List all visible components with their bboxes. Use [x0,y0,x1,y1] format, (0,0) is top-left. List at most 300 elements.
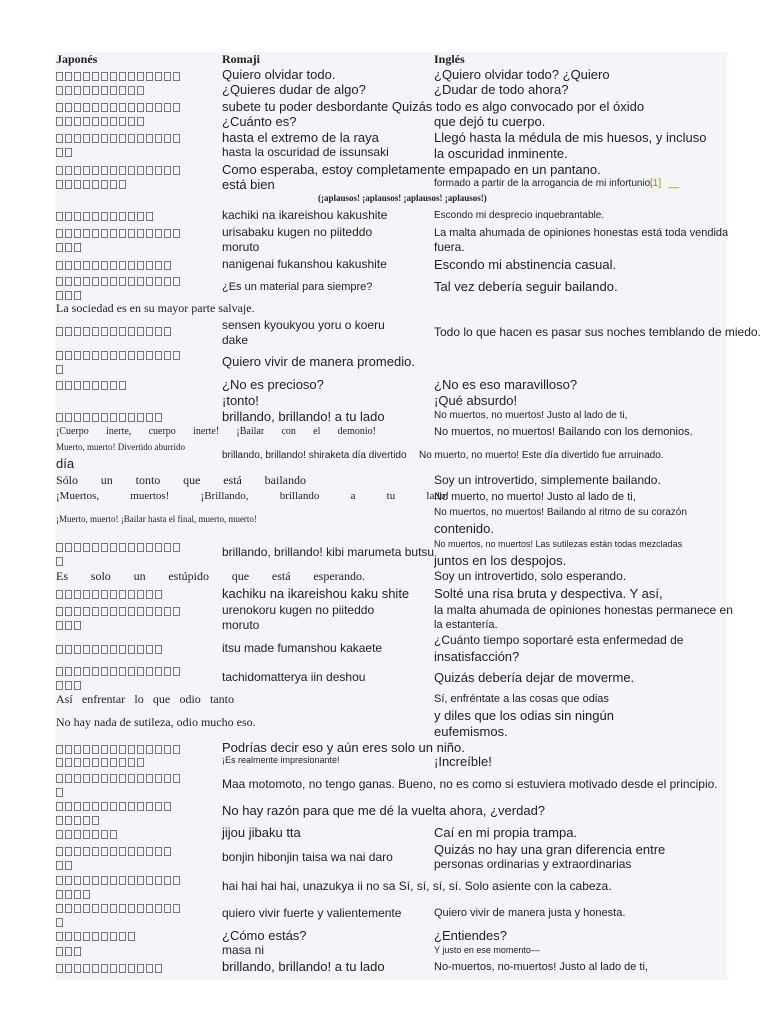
missing-glyph-box [128,667,135,676]
english-text: ¡Qué absurdo! [434,393,518,408]
missing-glyph-box [101,180,108,189]
missing-glyph-box [83,667,90,676]
english-text: eufemismos. [434,724,508,739]
missing-glyph-box [110,932,117,941]
missing-glyph-box [83,180,90,189]
missing-glyph-box [110,543,117,552]
missing-glyph-box [74,681,81,690]
missing-glyph-box [128,847,135,856]
missing-glyph-box [74,134,81,143]
missing-glyph-box [56,890,63,899]
missing-glyph-box [92,816,99,825]
missing-glyph-box [155,645,162,654]
missing-glyph-box [137,667,144,676]
romaji-text: kachiki na ikareishou kakushite [222,208,388,222]
missing-glyph-box [65,904,72,913]
missing-glyph-box [173,607,180,616]
missing-glyph-box [56,645,63,654]
missing-glyph-box [110,847,117,856]
missing-glyph-box [74,816,81,825]
missing-glyph-box [155,413,162,422]
missing-glyph-box [92,229,99,238]
missing-glyph-box [65,947,72,956]
missing-glyph-box [65,148,72,157]
missing-glyph-box [101,261,108,270]
missing-glyph-box [83,543,90,552]
missing-glyph-box [92,802,99,811]
missing-glyph-box [137,277,144,286]
missing-glyph-box [56,180,63,189]
missing-glyph-box [74,621,81,630]
missing-glyph-box [119,212,126,221]
missing-glyph-box [101,351,108,360]
missing-glyph-box [74,847,81,856]
english-text: la oscuridad inminente. [434,146,568,161]
missing-glyph-box [56,964,63,973]
missing-glyph-box [83,327,90,336]
missing-glyph-box [101,413,108,422]
missing-glyph-box [101,758,108,767]
missing-glyph-box [119,117,126,126]
missing-glyph-box [101,166,108,175]
missing-glyph-box [83,607,90,616]
missing-glyph-box [83,134,90,143]
missing-glyph-box [101,72,108,81]
missing-glyph-box [83,117,90,126]
missing-glyph-box [74,72,81,81]
missing-glyph-box [74,802,81,811]
missing-glyph-box [137,86,144,95]
missing-glyph-box [74,229,81,238]
english-text: ¿No es eso maravilloso? [434,377,578,392]
missing-glyph-box [74,180,81,189]
romaji-text: ¡Es realmente impresionante! [222,755,340,765]
missing-glyph-box [137,103,144,112]
missing-glyph-box [137,645,144,654]
english-text: ¿Quiero olvidar todo? ¿Quiero [434,67,610,82]
missing-glyph-box [74,947,81,956]
missing-glyph-box [101,830,108,839]
missing-glyph-box [65,607,72,616]
missing-glyph-box [119,932,126,941]
missing-glyph-box [65,72,72,81]
missing-glyph-box [56,667,63,676]
missing-glyph-box [65,103,72,112]
missing-glyph-box [74,607,81,616]
missing-glyph-box [74,243,81,252]
romaji-text: ¿Cómo estás? [222,928,307,943]
missing-glyph-box [119,667,126,676]
missing-glyph-box [65,277,72,286]
missing-glyph-box [83,166,90,175]
romaji-text: Quiero vivir de manera promedio. [222,354,415,369]
missing-glyph-box [65,212,72,221]
missing-glyph-box [56,103,63,112]
missing-glyph-box [164,802,171,811]
missing-glyph-box [83,351,90,360]
romaji-text: Como esperaba, estoy completamente empapado en un pantano. [222,162,601,177]
missing-glyph-box [119,876,126,885]
missing-glyph-box [146,72,153,81]
romaji-text: sensen kyoukyou yoru o koeru [222,318,385,332]
missing-glyph-box [128,590,135,599]
missing-glyph-box [137,745,144,754]
romaji-text: dake [222,333,249,347]
missing-glyph-box [110,667,117,676]
justified-line: ¡Cuerpo inerte, cuerpo inerte! ¡Bailar con el demonio! [56,426,376,437]
missing-glyph-box [92,543,99,552]
missing-glyph-box [83,261,90,270]
missing-glyph-box [164,847,171,856]
missing-glyph-box [119,229,126,238]
missing-glyph-box [110,802,117,811]
missing-glyph-box [92,830,99,839]
missing-glyph-box [137,134,144,143]
missing-glyph-box [119,166,126,175]
missing-glyph-box [56,557,63,566]
missing-glyph-box [146,964,153,973]
missing-glyph-box [173,351,180,360]
missing-glyph-box [173,229,180,238]
missing-glyph-box [101,543,108,552]
missing-glyph-box [56,261,63,270]
missing-glyph-box [164,166,171,175]
missing-glyph-box [65,964,72,973]
missing-glyph-box [65,291,72,300]
missing-glyph-box [92,847,99,856]
missing-glyph-box [110,212,117,221]
missing-glyph-box [110,86,117,95]
missing-glyph-box [110,166,117,175]
missing-glyph-box [155,745,162,754]
missing-glyph-box [137,774,144,783]
missing-glyph-box [56,947,63,956]
missing-glyph-box [164,277,171,286]
missing-glyph-box [92,103,99,112]
missing-glyph-box [128,351,135,360]
missing-glyph-box [65,229,72,238]
missing-glyph-box [65,830,72,839]
missing-glyph-box [92,166,99,175]
missing-glyph-box [74,543,81,552]
romaji-text: moruto [222,618,260,632]
romaji-text: tachidomatterya iin deshou [222,670,366,684]
japanese-line: ¡Muerto, muerto! ¡Bailar hasta el final, muerto, muerto! [56,514,257,524]
missing-glyph-box [110,327,117,336]
footnote-underline: __ [668,178,680,189]
english-text: Quizás debería dejar de moverme. [434,670,635,685]
missing-glyph-box [65,645,72,654]
missing-glyph-box [56,229,63,238]
missing-glyph-box [137,802,144,811]
missing-glyph-box [128,72,135,81]
missing-glyph-box [119,413,126,422]
missing-glyph-box [137,543,144,552]
missing-glyph-box [65,381,72,390]
missing-glyph-box [155,543,162,552]
missing-glyph-box [101,667,108,676]
missing-glyph-box [56,830,63,839]
missing-glyph-box [65,180,72,189]
missing-glyph-box [110,745,117,754]
missing-glyph-box [119,758,126,767]
missing-glyph-box [92,645,99,654]
missing-glyph-box [56,243,63,252]
justified-line: Sólo un tonto que está bailando [56,473,306,487]
missing-glyph-box [74,413,81,422]
missing-glyph-box [92,932,99,941]
missing-glyph-box [119,847,126,856]
missing-glyph-box [101,229,108,238]
romaji-text: ¡tonto! [222,393,259,408]
missing-glyph-box [65,413,72,422]
missing-glyph-box [74,327,81,336]
missing-glyph-box [164,134,171,143]
missing-glyph-box [101,904,108,913]
romaji-text: ¿Cuánto es? [222,114,297,129]
missing-glyph-box [119,543,126,552]
missing-glyph-box [65,543,72,552]
missing-glyph-box [83,964,90,973]
missing-glyph-box [101,802,108,811]
romaji-text: urenokoru kugen no piiteddo [222,603,375,617]
missing-glyph-box [56,816,63,825]
missing-glyph-box [164,745,171,754]
missing-glyph-box [83,774,90,783]
romaji-text: hasta el extremo de la raya [222,130,379,145]
romaji-text: masa ni [222,943,265,957]
missing-glyph-box [56,847,63,856]
missing-glyph-box [56,413,63,422]
missing-glyph-box [146,351,153,360]
missing-glyph-box [83,802,90,811]
missing-glyph-box [110,590,117,599]
missing-glyph-box [137,212,144,221]
missing-glyph-box [65,621,72,630]
romaji-text: subete tu poder desbordante Quizás todo es algo convocado por el óxido [222,99,645,114]
missing-glyph-box [128,327,135,336]
missing-glyph-box [119,86,126,95]
romaji-text: brillando, brillando! kibi marumeta butsu [222,545,435,559]
missing-glyph-box [155,964,162,973]
missing-glyph-box [146,607,153,616]
romaji-text: nanigenai fukanshou kakushite [222,257,387,271]
missing-glyph-box [119,261,126,270]
missing-glyph-box [146,103,153,112]
missing-glyph-box [56,802,63,811]
missing-glyph-box [110,261,117,270]
missing-glyph-box [119,745,126,754]
english-text: ¿Dudar de todo ahora? [434,82,569,97]
missing-glyph-box [65,117,72,126]
missing-glyph-box [173,166,180,175]
missing-glyph-box [92,180,99,189]
missing-glyph-box [164,327,171,336]
missing-glyph-box [110,72,117,81]
missing-glyph-box [92,134,99,143]
missing-glyph-box [128,645,135,654]
missing-glyph-box [128,964,135,973]
missing-glyph-box [65,243,72,252]
missing-glyph-box [146,413,153,422]
missing-glyph-box [83,876,90,885]
missing-glyph-box [65,667,72,676]
english-text: la malta ahumada de opiniones honestas permanece en [434,603,733,617]
missing-glyph-box [56,788,63,797]
missing-glyph-box [146,904,153,913]
missing-glyph-box [137,229,144,238]
missing-glyph-box [128,134,135,143]
missing-glyph-box [92,667,99,676]
missing-glyph-box [101,117,108,126]
romaji-text: hasta la oscuridad de issunsaki [222,145,389,159]
romaji-text: Quiero olvidar todo. [222,67,336,82]
missing-glyph-box [83,830,90,839]
missing-glyph-box [155,876,162,885]
missing-glyph-box [119,72,126,81]
missing-glyph-box [155,774,162,783]
missing-glyph-box [146,212,153,221]
missing-glyph-box [56,607,63,616]
missing-glyph-box [101,212,108,221]
japanese-line: No hay nada de sutileza, odio mucho eso. [56,715,256,729]
missing-glyph-box [83,103,90,112]
missing-glyph-box [56,166,63,175]
missing-glyph-box [146,134,153,143]
romaji-text: urisabaku kugen no piiteddo [222,225,373,239]
missing-glyph-box [119,802,126,811]
missing-glyph-box [155,904,162,913]
missing-glyph-box [56,621,63,630]
missing-glyph-box [155,166,162,175]
missing-glyph-box [137,847,144,856]
romaji-text: brillando, brillando! a tu lado [222,409,385,424]
romaji-text: brillando, brillando! shiraketa día divertido [222,450,407,461]
missing-glyph-box [137,117,144,126]
missing-glyph-box [164,904,171,913]
missing-glyph-box [56,351,63,360]
english-text: Y justo en ese momento— [434,945,540,955]
romaji-text: hai hai hai hai, unazukya ii no sa Sí, sí, sí, sí. Solo asiente con la cabeza. [222,879,612,893]
missing-glyph-box [92,876,99,885]
missing-glyph-box [101,876,108,885]
english-text: Soy un introvertido, solo esperando. [434,569,627,583]
missing-glyph-box [128,543,135,552]
missing-glyph-box [146,229,153,238]
english-text: ¿Cuánto tiempo soportaré esta enfermedad de [434,633,684,647]
missing-glyph-box [92,590,99,599]
missing-glyph-box [155,802,162,811]
missing-glyph-box [128,212,135,221]
missing-glyph-box [110,607,117,616]
missing-glyph-box [65,166,72,175]
missing-glyph-box [146,745,153,754]
missing-glyph-box [137,72,144,81]
missing-glyph-box [110,134,117,143]
missing-glyph-box [65,802,72,811]
missing-glyph-box [164,774,171,783]
english-text: Llegó hasta la médula de mis huesos, y incluso [434,130,707,145]
missing-glyph-box [110,277,117,286]
missing-glyph-box [92,745,99,754]
english-text: Soy un introvertido, simplemente bailando. [434,473,661,487]
missing-glyph-box [155,590,162,599]
missing-glyph-box [119,607,126,616]
missing-glyph-box [74,645,81,654]
english-text: No muertos, no muertos! Bailando con los demonios. [434,426,693,438]
english-text: Solté una risa bruta y despectiva. Y así, [434,586,663,601]
missing-glyph-box [83,816,90,825]
english-text: personas ordinarias y extraordinarias [434,857,632,871]
missing-glyph-box [164,72,171,81]
romaji-text: jijou jibaku tta [222,825,301,840]
missing-glyph-box [146,327,153,336]
missing-glyph-box [74,351,81,360]
missing-glyph-box [74,277,81,286]
missing-glyph-box [92,72,99,81]
missing-glyph-box [146,667,153,676]
missing-glyph-box [119,103,126,112]
missing-glyph-box [56,745,63,754]
missing-glyph-box [128,117,135,126]
japanese-line: Muerto, muerto! Divertido aburrido [56,442,185,452]
missing-glyph-box [119,277,126,286]
missing-glyph-box [74,830,81,839]
footnote-link[interactable]: [1] [650,178,662,189]
english-text: No muertos, no muertos! Justo al lado de ti, [434,410,628,421]
english-text: No muerto, no muerto! Justo al lado de ti, [434,491,636,503]
missing-glyph-box [146,645,153,654]
missing-glyph-box [119,351,126,360]
english-text: Caí en mi propia trampa. [434,825,578,840]
romaji-text: bonjin hibonjin taisa wa nai daro [222,850,393,864]
english-text: juntos en los despojos. [434,553,567,568]
missing-glyph-box [146,261,153,270]
missing-glyph-box [146,802,153,811]
missing-glyph-box [155,72,162,81]
missing-glyph-box [128,904,135,913]
missing-glyph-box [155,134,162,143]
japanese-line: día [56,456,75,471]
missing-glyph-box [83,890,90,899]
missing-glyph-box [119,774,126,783]
header-japanese: Japonés [56,52,98,66]
missing-glyph-box [56,134,63,143]
full-width-line: La sociedad es en su mayor parte salvaje. [56,301,255,315]
english-text: formado a partir de la arrogancia de mi infortunio. [434,178,654,189]
missing-glyph-box [101,774,108,783]
english-text: ¡Increíble! [434,754,492,769]
missing-glyph-box [164,607,171,616]
missing-glyph-box [164,103,171,112]
missing-glyph-box [65,774,72,783]
missing-glyph-box [101,103,108,112]
missing-glyph-box [65,847,72,856]
missing-glyph-box [128,413,135,422]
missing-glyph-box [137,351,144,360]
missing-glyph-box [119,327,126,336]
missing-glyph-box [110,180,117,189]
missing-glyph-box [74,590,81,599]
english-text: ¿Entiendes? [434,928,507,943]
missing-glyph-box [56,876,63,885]
romaji-text: ¿Es un material para siempre? [222,281,373,293]
missing-glyph-box [92,758,99,767]
header-english: Inglés [434,52,465,66]
missing-glyph-box [137,166,144,175]
missing-glyph-box [155,667,162,676]
missing-glyph-box [92,212,99,221]
